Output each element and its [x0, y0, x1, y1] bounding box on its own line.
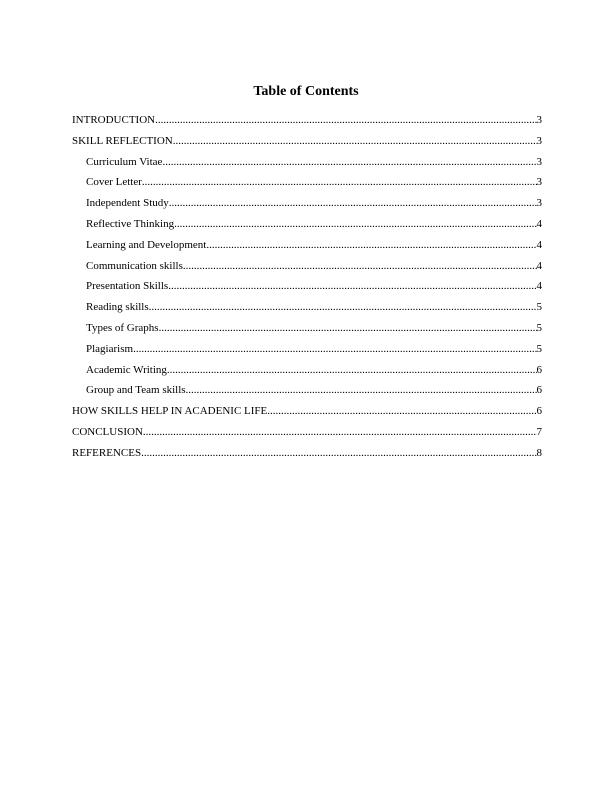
- toc-entry-page: 3: [536, 155, 542, 168]
- toc-entry-communication-skills[interactable]: [72, 259, 542, 280]
- toc-entry-page: 3: [536, 114, 542, 126]
- toc-entry-academic-writing[interactable]: [72, 363, 542, 384]
- toc-entry-page: 3: [536, 134, 542, 147]
- toc-entry-label: Group and Team skills: [86, 384, 186, 397]
- toc-entry-page: 7: [536, 425, 542, 438]
- toc-entry-page: 4: [536, 217, 542, 230]
- toc-leader-dots: [167, 363, 537, 377]
- toc-leader-dots: [168, 279, 536, 293]
- toc-entry-page: 6: [536, 405, 542, 418]
- toc-entry-page: 4: [536, 238, 542, 251]
- toc-entry-how-skills-help[interactable]: [72, 404, 542, 425]
- toc-entry-plagiarism[interactable]: [72, 342, 542, 363]
- toc-leader-dots: [155, 113, 536, 127]
- toc-entry-label: INTRODUCTION: [72, 114, 156, 126]
- toc-entry-learning-and-development[interactable]: [72, 238, 542, 259]
- toc-entry-label: Reading skills: [86, 301, 149, 314]
- toc-leader-dots: [133, 342, 536, 356]
- toc-entry-skill-reflection[interactable]: [72, 134, 542, 155]
- toc-entry-page: 5: [536, 321, 542, 334]
- toc-entry-label: Reflective Thinking: [86, 217, 175, 230]
- toc-leader-dots: [186, 383, 537, 397]
- toc-entry-references[interactable]: [72, 446, 542, 467]
- toc-entry-label: Types of Graphs: [86, 321, 159, 334]
- toc-entry-label: Learning and Development: [86, 238, 207, 251]
- toc-title: Table of Contents: [253, 84, 359, 99]
- toc-entry-label: Curriculum Vitae: [86, 155, 163, 168]
- toc-entry-page: 3: [536, 197, 542, 210]
- toc-leader-dots: [162, 155, 536, 169]
- toc-entry-page: 4: [536, 259, 542, 272]
- toc-entry-label: HOW SKILLS HELP IN ACADENIC LIFE: [72, 405, 268, 418]
- toc-entry-introduction[interactable]: [72, 113, 542, 134]
- toc-entry-curriculum-vitae[interactable]: [72, 155, 542, 176]
- toc-entry-page: 6: [536, 363, 542, 376]
- toc-entry-label: Plagiarism: [86, 342, 134, 355]
- toc-leader-dots: [173, 134, 537, 148]
- toc-entry-types-of-graphs[interactable]: [72, 321, 542, 342]
- toc-leader-dots: [159, 321, 537, 335]
- toc-entry-label: Academic Writing: [86, 363, 167, 376]
- toc-leader-dots: [169, 196, 537, 210]
- toc-leader-dots: [143, 425, 537, 439]
- toc-leader-dots: [174, 217, 536, 231]
- toc-entry-page: 4: [536, 280, 542, 293]
- toc-entry-page: 8: [536, 446, 542, 459]
- toc-entry-reading-skills[interactable]: [72, 300, 542, 321]
- toc-entry-presentation-skills[interactable]: [72, 279, 542, 300]
- toc-entry-page: 5: [536, 342, 542, 355]
- toc-entry-label: Communication skills: [86, 259, 183, 272]
- toc-entry-label: SKILL REFLECTION: [72, 134, 173, 147]
- toc-entry-conclusion[interactable]: [72, 425, 542, 446]
- toc-entry-label: Cover Letter: [86, 176, 142, 189]
- toc-entry-page: 6: [536, 384, 542, 397]
- toc-entry-reflective-thinking[interactable]: [72, 217, 542, 238]
- toc-entry-group-and-team-skills[interactable]: [72, 383, 542, 404]
- toc-leader-dots: [267, 404, 536, 418]
- toc-leader-dots: [183, 259, 537, 273]
- toc-entry-label: REFERENCES: [72, 446, 142, 459]
- toc-entry-independent-study[interactable]: [72, 196, 542, 217]
- toc-entry-page: 5: [536, 301, 542, 314]
- toc-leader-dots: [149, 300, 537, 314]
- toc-leader-dots: [142, 175, 537, 189]
- toc-entry-page: 3: [536, 176, 542, 189]
- toc-list: [72, 113, 542, 467]
- toc-entry-label: CONCLUSION: [72, 425, 143, 438]
- toc-leader-dots: [206, 238, 536, 252]
- toc-leader-dots: [141, 446, 536, 460]
- toc-entry-cover-letter[interactable]: [72, 175, 542, 196]
- toc-entry-label: Independent Study: [86, 197, 169, 210]
- toc-entry-label: Presentation Skills: [86, 280, 169, 293]
